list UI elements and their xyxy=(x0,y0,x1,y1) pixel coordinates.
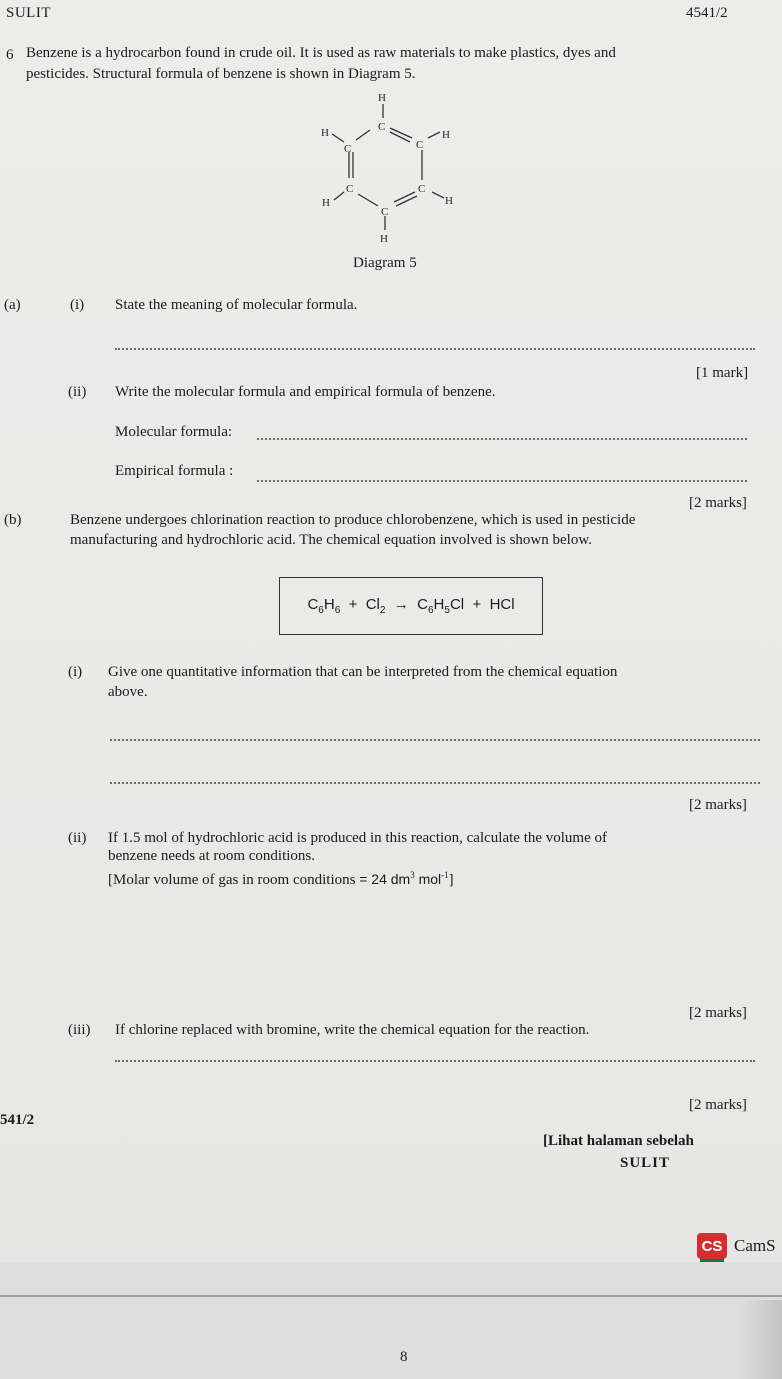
next-page-area xyxy=(0,1262,782,1379)
atom-h-bottom: H xyxy=(380,233,388,245)
empirical-formula-label: Empirical formula : xyxy=(115,463,234,479)
benzene-structure-diagram xyxy=(300,88,470,248)
part-b-text-line1: Benzene undergoes chlorination reaction to produce chlorobenzene, which is used in pesticide xyxy=(70,512,636,528)
part-a-i-question: State the meaning of molecular formula. xyxy=(115,297,358,313)
molecular-formula-label: Molecular formula: xyxy=(115,424,233,440)
part-b-iii-label: (iii) xyxy=(68,1022,91,1038)
part-b-i-label: (i) xyxy=(68,664,83,680)
part-a-ii-question: Write the molecular formula and empirical formula of benzene. xyxy=(115,384,496,400)
atom-h-left-top: H xyxy=(321,127,329,139)
chemical-equation: $C_6H_6 + Cl_2 \to C_6H_5Cl$ + HCl xyxy=(307,596,515,616)
question-intro-line1: Benzene is a hydrocarbon found in crude oil. It is used as raw materials to make plastics, dyes and xyxy=(26,45,616,61)
header-sulit: SULIT xyxy=(6,5,51,21)
atom-c6: C xyxy=(416,139,424,151)
atom-c4: C xyxy=(381,206,389,218)
answer-line-a-i[interactable] xyxy=(115,348,755,350)
answer-line-b-i-2[interactable] xyxy=(110,782,760,784)
part-b-ii-text-line1: If 1.5 mol of hydrochloric acid is produced in this reaction, calculate the volume of xyxy=(108,830,608,846)
page-edge-divider xyxy=(0,1295,782,1297)
question-intro-line2: pesticides. Structural formula of benzene is shown in Diagram 5. xyxy=(26,66,416,82)
footer-sulit: SULIT xyxy=(620,1155,671,1171)
atom-h-left-bottom: H xyxy=(322,197,330,209)
footer-paper-code: 541/2 xyxy=(0,1112,35,1128)
bond-c3-c4 xyxy=(358,194,378,206)
molecular-formula-answer-line[interactable] xyxy=(257,438,747,440)
molar-volume-note: [Molar volume of gas in room conditions = 24 $dm^3$ mol$^{-1}$] xyxy=(108,870,454,888)
part-b-iii-marks: [2 marks] xyxy=(689,1097,747,1113)
bond-c4-c5-b xyxy=(396,196,417,206)
atom-c5: C xyxy=(418,183,426,195)
bond-h-right-top xyxy=(428,132,440,138)
atom-h-right-bottom: H xyxy=(445,195,453,207)
part-a-i-marks: [1 mark] xyxy=(696,365,749,381)
part-a-label: (a) xyxy=(4,297,21,313)
bond-c4-c5-a xyxy=(394,192,415,202)
part-a-ii-marks: [2 marks] xyxy=(689,495,747,511)
part-b-i-text-line2: above. xyxy=(108,684,148,700)
part-b-ii-marks: [2 marks] xyxy=(689,1005,747,1021)
bond-h-left-top xyxy=(332,134,344,142)
camscanner-label: CamS xyxy=(734,1236,776,1255)
part-b-i-marks: [2 marks] xyxy=(689,797,747,813)
chemical-equation-box xyxy=(279,577,543,635)
part-b-text-line2: manufacturing and hydrochloric acid. The chemical equation involved is shown below. xyxy=(70,532,592,548)
footer-turn-over: [Lihat halaman sebelah xyxy=(543,1133,694,1149)
bond-h-left-bottom xyxy=(334,192,344,200)
answer-line-b-iii[interactable] xyxy=(115,1060,755,1062)
part-a-ii-label: (ii) xyxy=(68,384,87,400)
part-b-ii-text-line2: benzene needs at room conditions. xyxy=(108,848,316,864)
part-b-iii-question: If chlorine replaced with bromine, write the chemical equation for the reaction. xyxy=(115,1022,590,1038)
bond-h-right-bottom xyxy=(432,192,444,198)
atom-c2: C xyxy=(344,143,352,155)
question-number: 6 xyxy=(6,47,14,63)
atom-h-top: H xyxy=(378,92,386,104)
camscanner-logo-icon: CS xyxy=(697,1233,727,1259)
empirical-formula-answer-line[interactable] xyxy=(257,480,747,482)
atom-c3: C xyxy=(346,183,354,195)
scan-shadow xyxy=(740,1300,782,1379)
atom-h-right-top: H xyxy=(442,129,450,141)
part-b-ii-label: (ii) xyxy=(68,830,87,846)
atom-c1: C xyxy=(378,121,386,133)
bond-c1-c6-b xyxy=(390,132,410,142)
diagram-caption: Diagram 5 xyxy=(353,255,417,271)
next-page-number: 8 xyxy=(400,1349,408,1365)
part-b-i-text-line1: Give one quantitative information that can be interpreted from the chemical equation xyxy=(108,664,618,680)
bond-c1-c2 xyxy=(356,130,370,140)
answer-line-b-i-1[interactable] xyxy=(110,739,760,741)
part-b-label: (b) xyxy=(4,512,22,528)
header-paper-code: 4541/2 xyxy=(686,5,728,21)
part-a-i-label: (i) xyxy=(70,297,85,313)
